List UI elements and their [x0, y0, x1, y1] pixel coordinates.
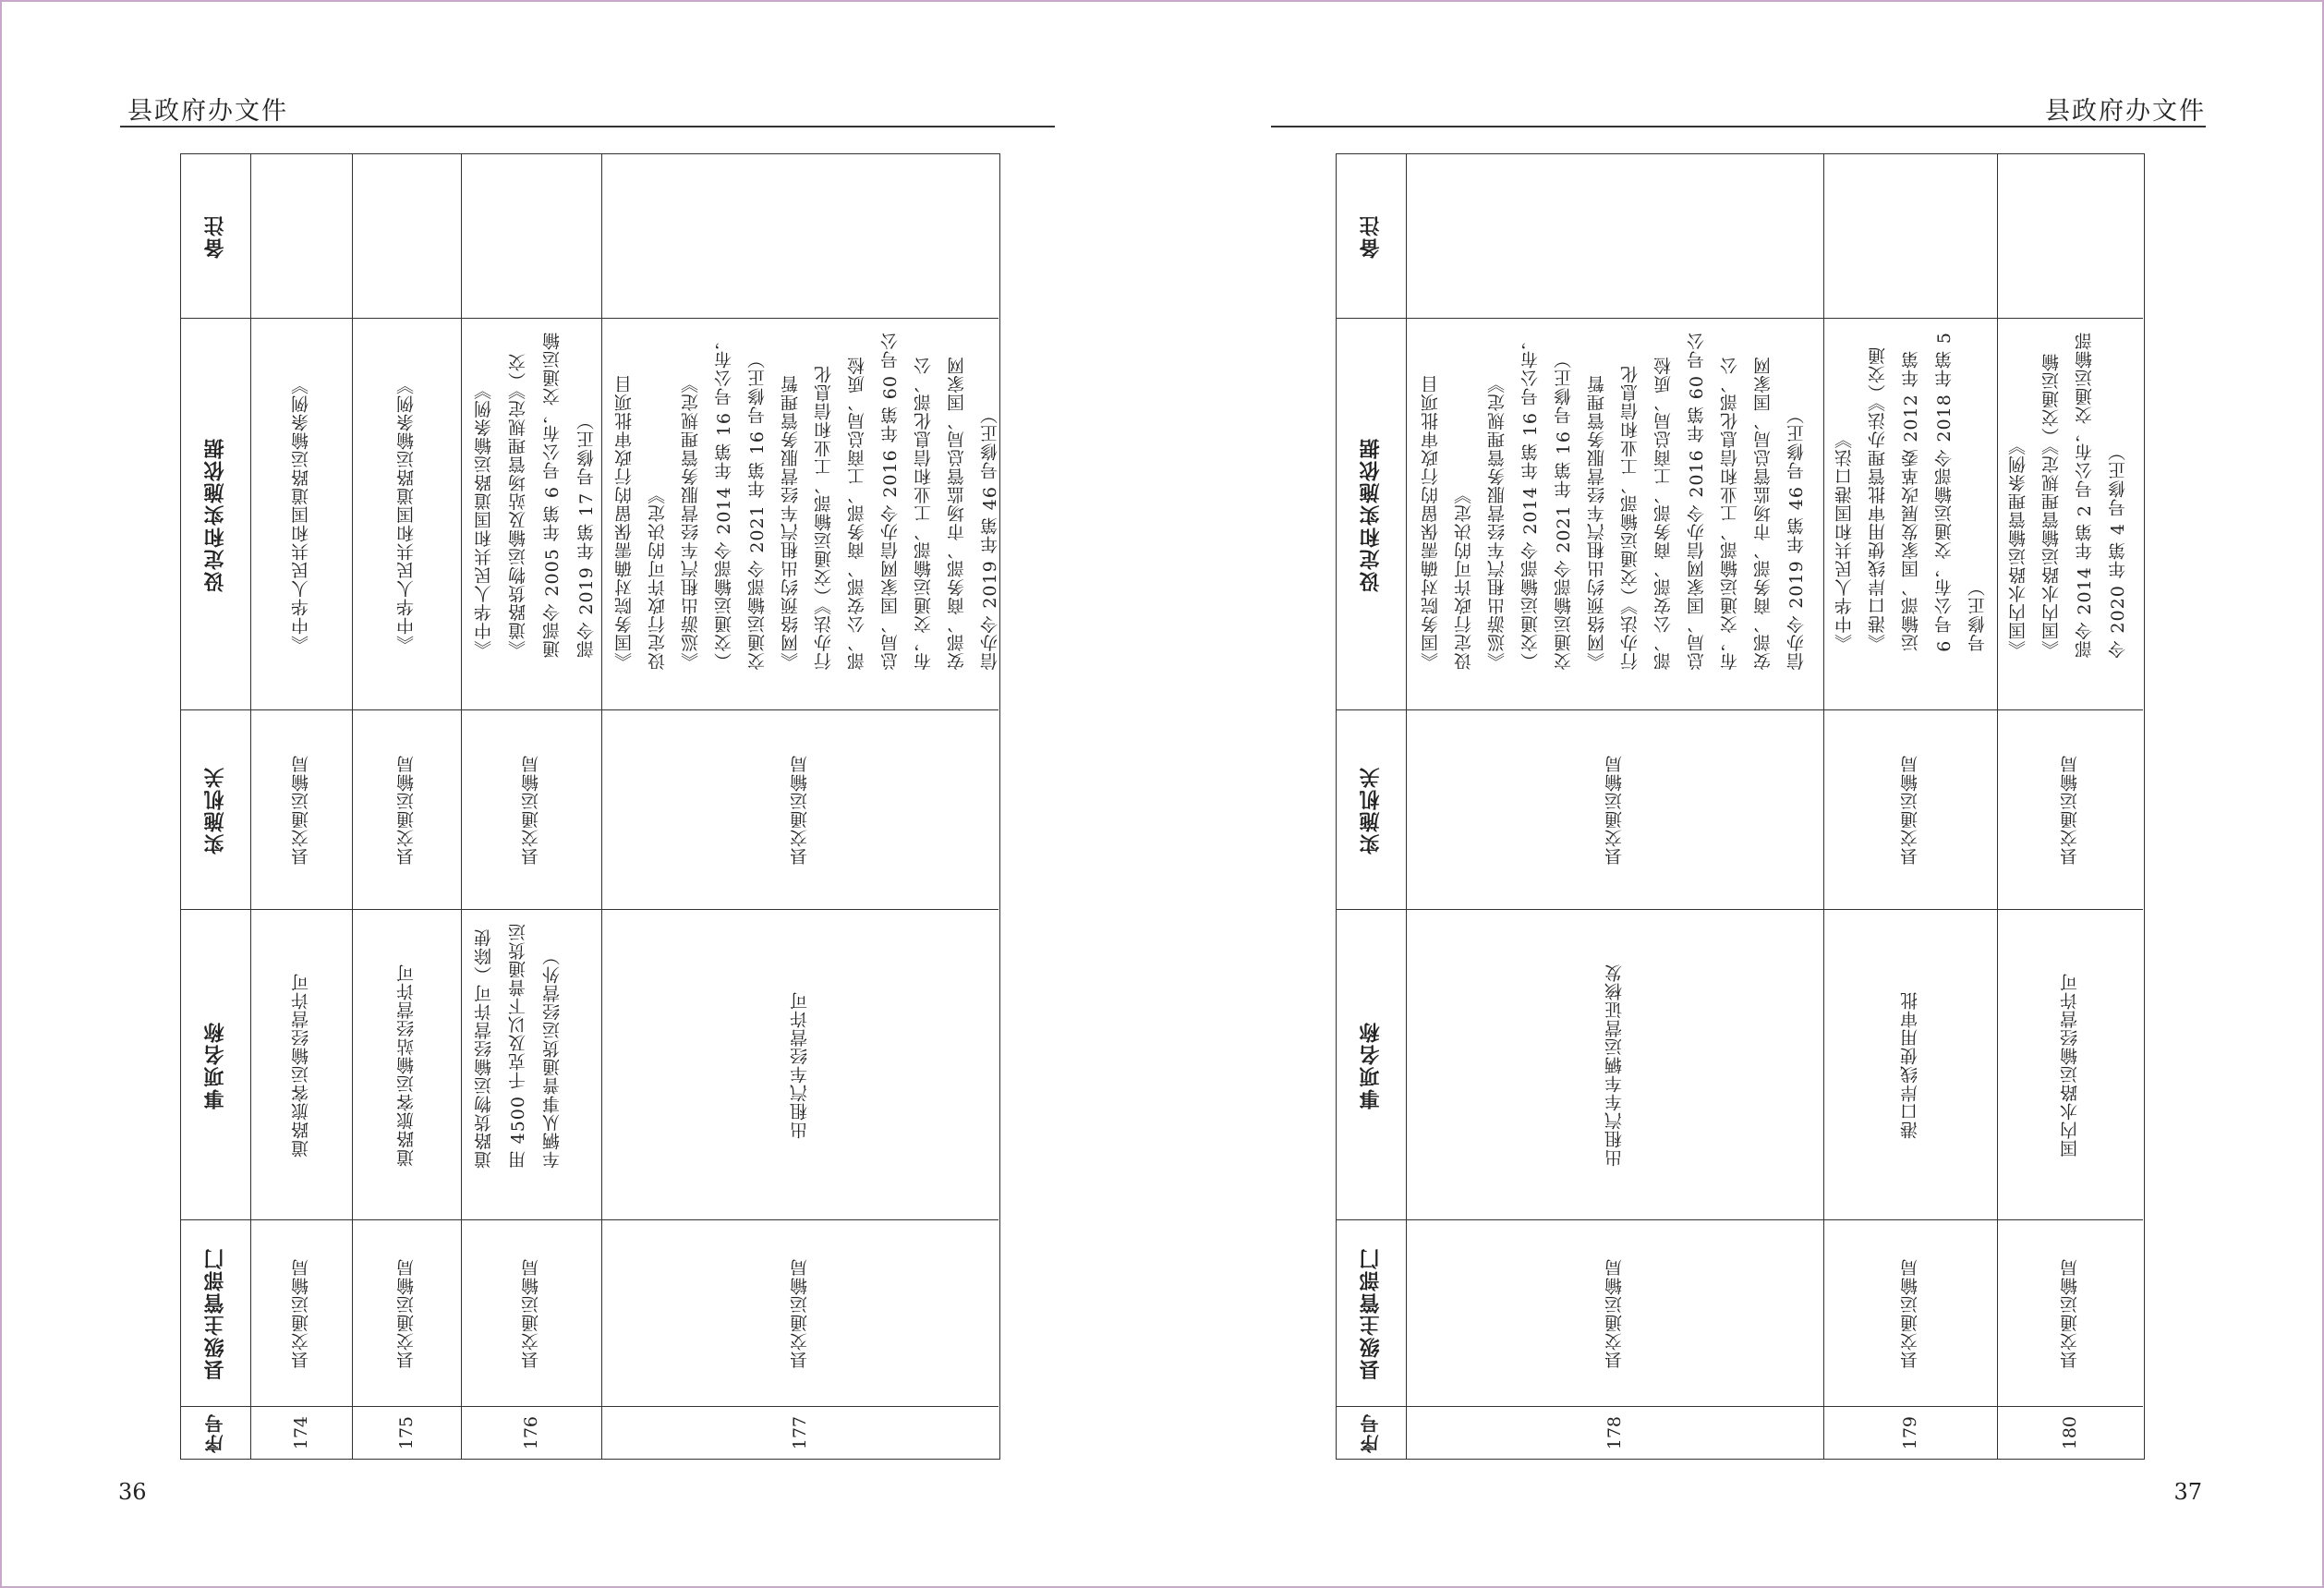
dept-cell: 县交通运输局	[1407, 1220, 1823, 1407]
agency-cell: 县交通运输局	[1407, 710, 1823, 910]
table-header-column	[1337, 154, 1407, 1459]
header-rule	[1271, 126, 2206, 127]
seq-cell: 178	[1604, 1415, 1625, 1450]
basis-cell: 《国务院对确需保留的行政审批项目 设定行政许可的决定》 《巡游出租汽车经营服务管理规定》 （交通运输部令 2014 年第 16 号公布， 交通运输部令 2021 年第 16 号修正） 《网络预约出租汽车经营服务管理暂 行办法》（交通运输部、工业和信息化 部、公安部、商务部、工商总局、质检 总局、国家网信办令 2016 年第 60 号公 布，交通运输部、工业和信息化部、公 安部、商务部、市场监管总局、国家网 信办令 2019 年第 46 号修正）	[602, 319, 999, 710]
dept-cell: 县交通运输局	[1998, 1220, 2143, 1407]
header-dept: 县级主管部门	[1337, 1220, 1406, 1407]
dept-cell: 县交通运输局	[251, 1220, 352, 1407]
agency-cell: 县交通运输局	[353, 710, 461, 910]
header-item: 事项名称	[181, 910, 250, 1220]
header-remark: 备注	[181, 154, 250, 319]
table-row	[1824, 154, 1998, 1459]
header-basis: 设定和实施依据	[181, 319, 250, 710]
table-row	[602, 154, 999, 1459]
table-row	[462, 154, 602, 1459]
header-seq: 序号	[1360, 1412, 1382, 1453]
item-cell: 出租汽车经营许可	[602, 910, 999, 1220]
seq-cell: 180	[2060, 1415, 2080, 1450]
header-agency: 实施机关	[1337, 710, 1406, 910]
remark-cell	[1824, 154, 1997, 319]
table-row	[1407, 154, 1824, 1459]
basis-cell: 《中华人民共和国港口法》 《港口岸线使用审批管理办法》（交通 运输部、国家发展改革委 2012 年第 6 号公布，交通运输部令 2018 年第 5 号修正）	[1824, 319, 1997, 710]
page-header-title: 县政府办文件	[2045, 97, 2206, 126]
page-number: 37	[2173, 1479, 2202, 1505]
remark-cell	[251, 154, 352, 319]
header-dept: 县级主管部门	[181, 1220, 250, 1407]
header-agency: 实施机关	[181, 710, 250, 910]
remark-cell	[1998, 154, 2143, 319]
agency-cell: 县交通运输局	[462, 710, 601, 910]
basis-cell: 《中华人民共和国道路运输条例》 《道路货物运输及站场管理规定》（交 通部令 2005 年第 6 号公布，交通运输 部令 2019 年第 17 号修正）	[462, 319, 601, 710]
item-cell: 港口岸线使用审批	[1824, 910, 1997, 1220]
remark-cell	[602, 154, 999, 319]
seq-cell: 175	[396, 1415, 417, 1450]
dept-cell: 县交通运输局	[462, 1220, 601, 1407]
item-cell: 道路旅客运输站经营许可	[353, 910, 461, 1220]
header-basis: 设定和实施依据	[1337, 319, 1406, 710]
seq-cell: 174	[291, 1415, 311, 1450]
header-seq: 序号	[204, 1412, 226, 1453]
item-cell: 出租汽车车辆运营证核发	[1407, 910, 1823, 1220]
seq-cell: 176	[521, 1415, 541, 1450]
agency-cell: 县交通运输局	[251, 710, 352, 910]
table-row	[353, 154, 462, 1459]
agency-cell: 县交通运输局	[602, 710, 999, 910]
basis-cell: 《国务院对确需保留的行政审批项目 设定行政许可的决定》 《巡游出租汽车经营服务管理规定》 （交通运输部令 2014 年第 16 号公布， 交通运输部令 2021 年第 16 号修正） 《网络预约出租汽车经营服务管理暂 行办法》（交通运输部、工业和信息化 部、公安部、商务部、工商总局、质检 总局、国家网信办令 2016 年第 60 号公 布，交通运输部、工业和信息化部、公 安部、商务部、市场监管总局、国家网 信办令 2019 年第 46 号修正）	[1407, 319, 1823, 710]
dept-cell: 县交通运输局	[1824, 1220, 1997, 1407]
dept-cell: 县交通运输局	[353, 1220, 461, 1407]
header-rule	[120, 126, 1055, 127]
left-table	[180, 153, 1000, 1460]
item-cell: 道路旅客运输经营许可	[251, 910, 352, 1220]
remark-cell	[1407, 154, 1823, 319]
seq-cell: 179	[1900, 1415, 1920, 1450]
header-remark: 备注	[1337, 154, 1406, 319]
remark-cell	[353, 154, 461, 319]
table-row	[251, 154, 353, 1459]
header-item: 事项名称	[1337, 910, 1406, 1220]
right-page	[1162, 0, 2324, 1588]
agency-cell: 县交通运输局	[1824, 710, 1997, 910]
seq-cell: 177	[790, 1415, 810, 1450]
page-number: 36	[118, 1479, 147, 1505]
remark-cell	[462, 154, 601, 319]
basis-cell: 《中华人民共和国道路运输条例》	[353, 319, 461, 710]
basis-cell: 《中华人民共和国道路运输条例》	[251, 319, 352, 710]
table-row	[1998, 154, 2143, 1459]
agency-cell: 县交通运输局	[1998, 710, 2143, 910]
table-header-column	[181, 154, 251, 1459]
dept-cell: 县交通运输局	[602, 1220, 999, 1407]
basis-cell: 《国内水路运输管理条例》 《国内水路运输管理规定》（交通运输 部令 2014 年第 2 号公布，交通运输部 令 2020 年第 4 号修正）	[1998, 319, 2143, 710]
item-cell: 国内水路运输经营许可	[1998, 910, 2143, 1220]
item-cell: 道路货物运输经营许可（除使 用 4500 千克及以下普通货运 车辆从事普通货运经营外）	[462, 910, 601, 1220]
page-header-title: 县政府办文件	[127, 97, 288, 126]
right-table	[1336, 153, 2145, 1460]
